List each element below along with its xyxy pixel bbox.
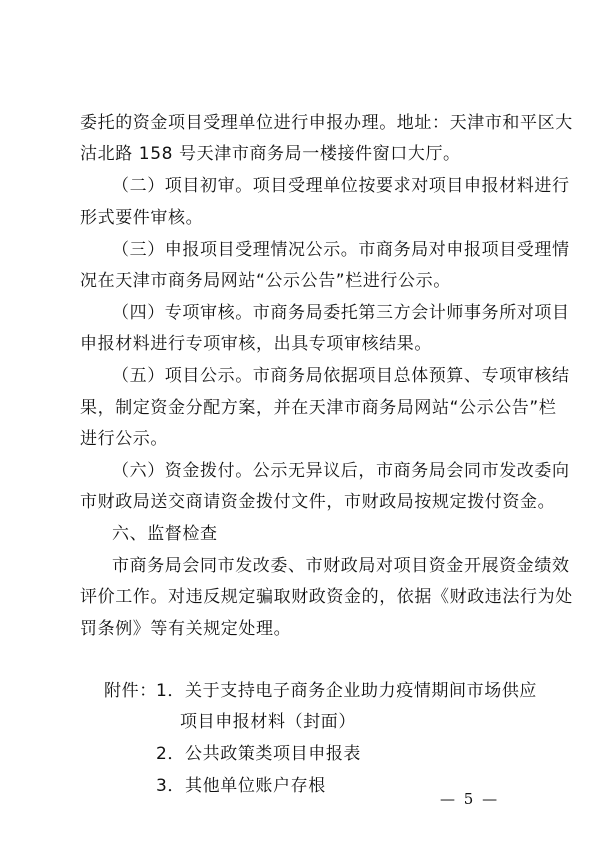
- body-line-15: 市商务局会同市发改委、市财政局对项目资金开展资金绩效: [112, 556, 570, 576]
- body-line-12: （六）资金拨付。公示无异议后，市商务局会同市发改委向: [112, 461, 570, 481]
- body-line-9: （五）项目公示。市商务局依据项目总体预算、专项审核结: [112, 366, 570, 386]
- attachment-item-1: 1．关于支持电子商务企业助力疫情期间市场供应: [156, 681, 538, 701]
- body-line-5: （三）申报项目受理情况公示。市商务局对申报项目受理情: [112, 240, 570, 260]
- body-line-1: 委托的资金项目受理单位进行申报办理。地址：天津市和平区大: [80, 113, 573, 133]
- attachment-item-3: 3．其他单位账户存根: [156, 776, 326, 796]
- attachment-item-1-cont: 项目申报材料（封面）: [180, 712, 356, 732]
- page-number: — 5 —: [440, 790, 500, 808]
- body-line-8: 申报材料进行专项审核，出具专项审核结果。: [80, 334, 432, 354]
- body-line-16: 评价工作。对违反规定骗取财政资金的，依据《财政违法行为处: [80, 587, 573, 607]
- body-line-11: 进行公示。: [80, 429, 168, 449]
- body-line-13: 市财政局送交商请资金拨付文件，市财政局按规定拨付资金。: [80, 492, 556, 512]
- attachment-item-2: 2．公共政策类项目申报表: [156, 744, 362, 764]
- body-line-6: 况在天津市商务局网站“公示公告”栏进行公示。: [80, 271, 451, 291]
- body-line-2: 沽北路 158 号天津市商务局一楼接件窗口大厅。: [80, 144, 461, 164]
- body-line-7: （四）专项审核。市商务局委托第三方会计师事务所对项目: [112, 303, 570, 323]
- body-line-17: 罚条例》等有关规定处理。: [80, 619, 292, 639]
- body-line-3: （二）项目初审。项目受理单位按要求对项目申报材料进行: [112, 176, 570, 196]
- attachments-label: 附件：: [104, 681, 157, 701]
- body-line-4: 形式要件审核。: [80, 208, 204, 228]
- body-line-10: 果，制定资金分配方案，并在天津市商务局网站“公示公告”栏: [80, 398, 557, 418]
- section-heading: 六、监督检查: [112, 524, 218, 544]
